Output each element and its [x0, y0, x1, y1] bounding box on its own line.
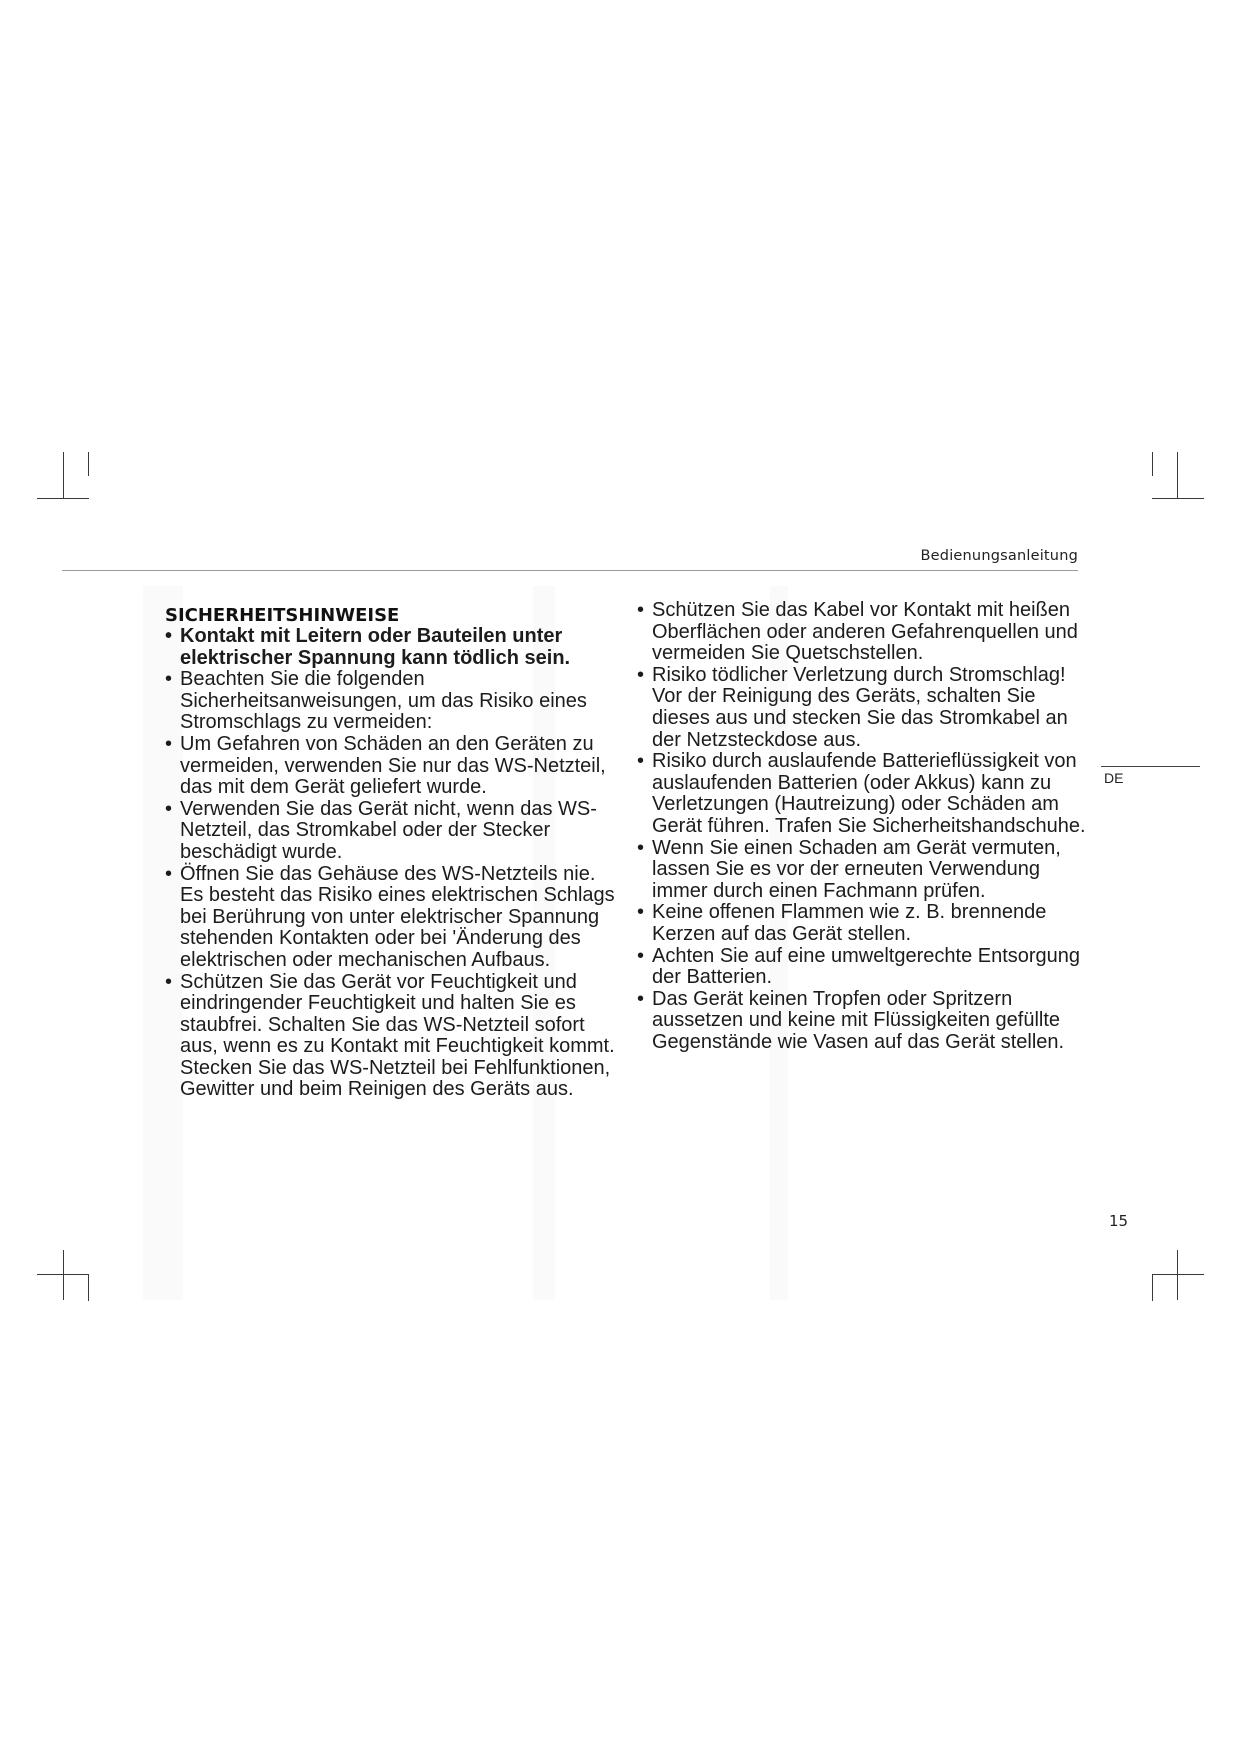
- list-item: • Verwenden Sie das Gerät nicht, wenn das WS-Netzteil, das Stromkabel oder der Stecker beschädigt wurde.: [165, 799, 615, 864]
- page-number: 15: [1109, 1212, 1129, 1230]
- header-rule: [62, 570, 1078, 571]
- section-title: SICHERHEITSHINWEISE: [165, 605, 400, 626]
- list-item: • Wenn Sie einen Schaden am Gerät vermuten, lassen Sie es vor der erneuten Verwendung immer durch einen Fachmann prüfen.: [637, 838, 1097, 903]
- right-column: [637, 600, 1097, 1053]
- list-item: • Das Gerät keinen Tropfen oder Spritzern aussetzen und keine mit Flüssigkeiten gefüllte Gegenstände wie Vasen auf das Gerät stellen.: [637, 989, 1097, 1054]
- list-item: • Öffnen Sie das Gehäuse des WS-Netzteils nie. Es besteht das Risiko eines elektrischen Schlags bei Berührung von unter elektrischer Spannung stehenden Kontakten oder bei 'Änderung des elektrischen oder mechanischen Aufbaus.: [165, 864, 615, 972]
- safety-list-right: [637, 600, 1097, 1053]
- list-item: • Risiko durch auslaufende Batterieflüssigkeit von auslaufenden Batterien (oder Akkus) kann zu Verletzungen (Hautreizung) oder Schäden am Gerät führen. Trafen Sie Sicherheitshandschuhe.: [637, 751, 1097, 837]
- list-item: • Schützen Sie das Kabel vor Kontakt mit heißen Oberflächen oder anderen Gefahrenquellen und vermeiden Sie Quetschstellen.: [637, 600, 1097, 665]
- left-column: [165, 600, 615, 1101]
- list-item: • Achten Sie auf eine umweltgerechte Entsorgung der Batterien.: [637, 946, 1097, 989]
- list-item: • Kontakt mit Leitern oder Bauteilen unter elektrischer Spannung kann tödlich sein.: [165, 626, 615, 669]
- safety-list-left: [165, 626, 615, 1101]
- list-item: • Schützen Sie das Gerät vor Feuchtigkeit und eindringender Feuchtigkeit und halten Sie es staubfrei. Schalten Sie das WS-Netzteil sofort aus, wenn es zu Kontakt mit Feuchtigkeit kommt. Stecken Sie das WS-Netzteil bei Fehlfunktionen, Gewitter und beim Reinigen des Geräts aus.: [165, 972, 615, 1102]
- list-item: • Risiko tödlicher Verletzung durch Stromschlag! Vor der Reinigung des Geräts, schalten Sie dieses aus und stecken Sie das Stromkabel an der Netzsteckdose aus.: [637, 665, 1097, 751]
- header-title: Bedienungsanleitung: [920, 548, 1078, 564]
- list-item: • Keine offenen Flammen wie z. B. brennende Kerzen auf das Gerät stellen.: [637, 902, 1097, 945]
- list-item: • Beachten Sie die folgenden Sicherheitsanweisungen, um das Risiko eines Stromschlags zu vermeiden:: [165, 669, 615, 734]
- language-tab-rule: [1101, 766, 1200, 767]
- list-item: • Um Gefahren von Schäden an den Geräten zu vermeiden, verwenden Sie nur das WS-Netzteil, das mit dem Gerät geliefert wurde.: [165, 734, 615, 799]
- language-tab-label: DE: [1104, 770, 1124, 786]
